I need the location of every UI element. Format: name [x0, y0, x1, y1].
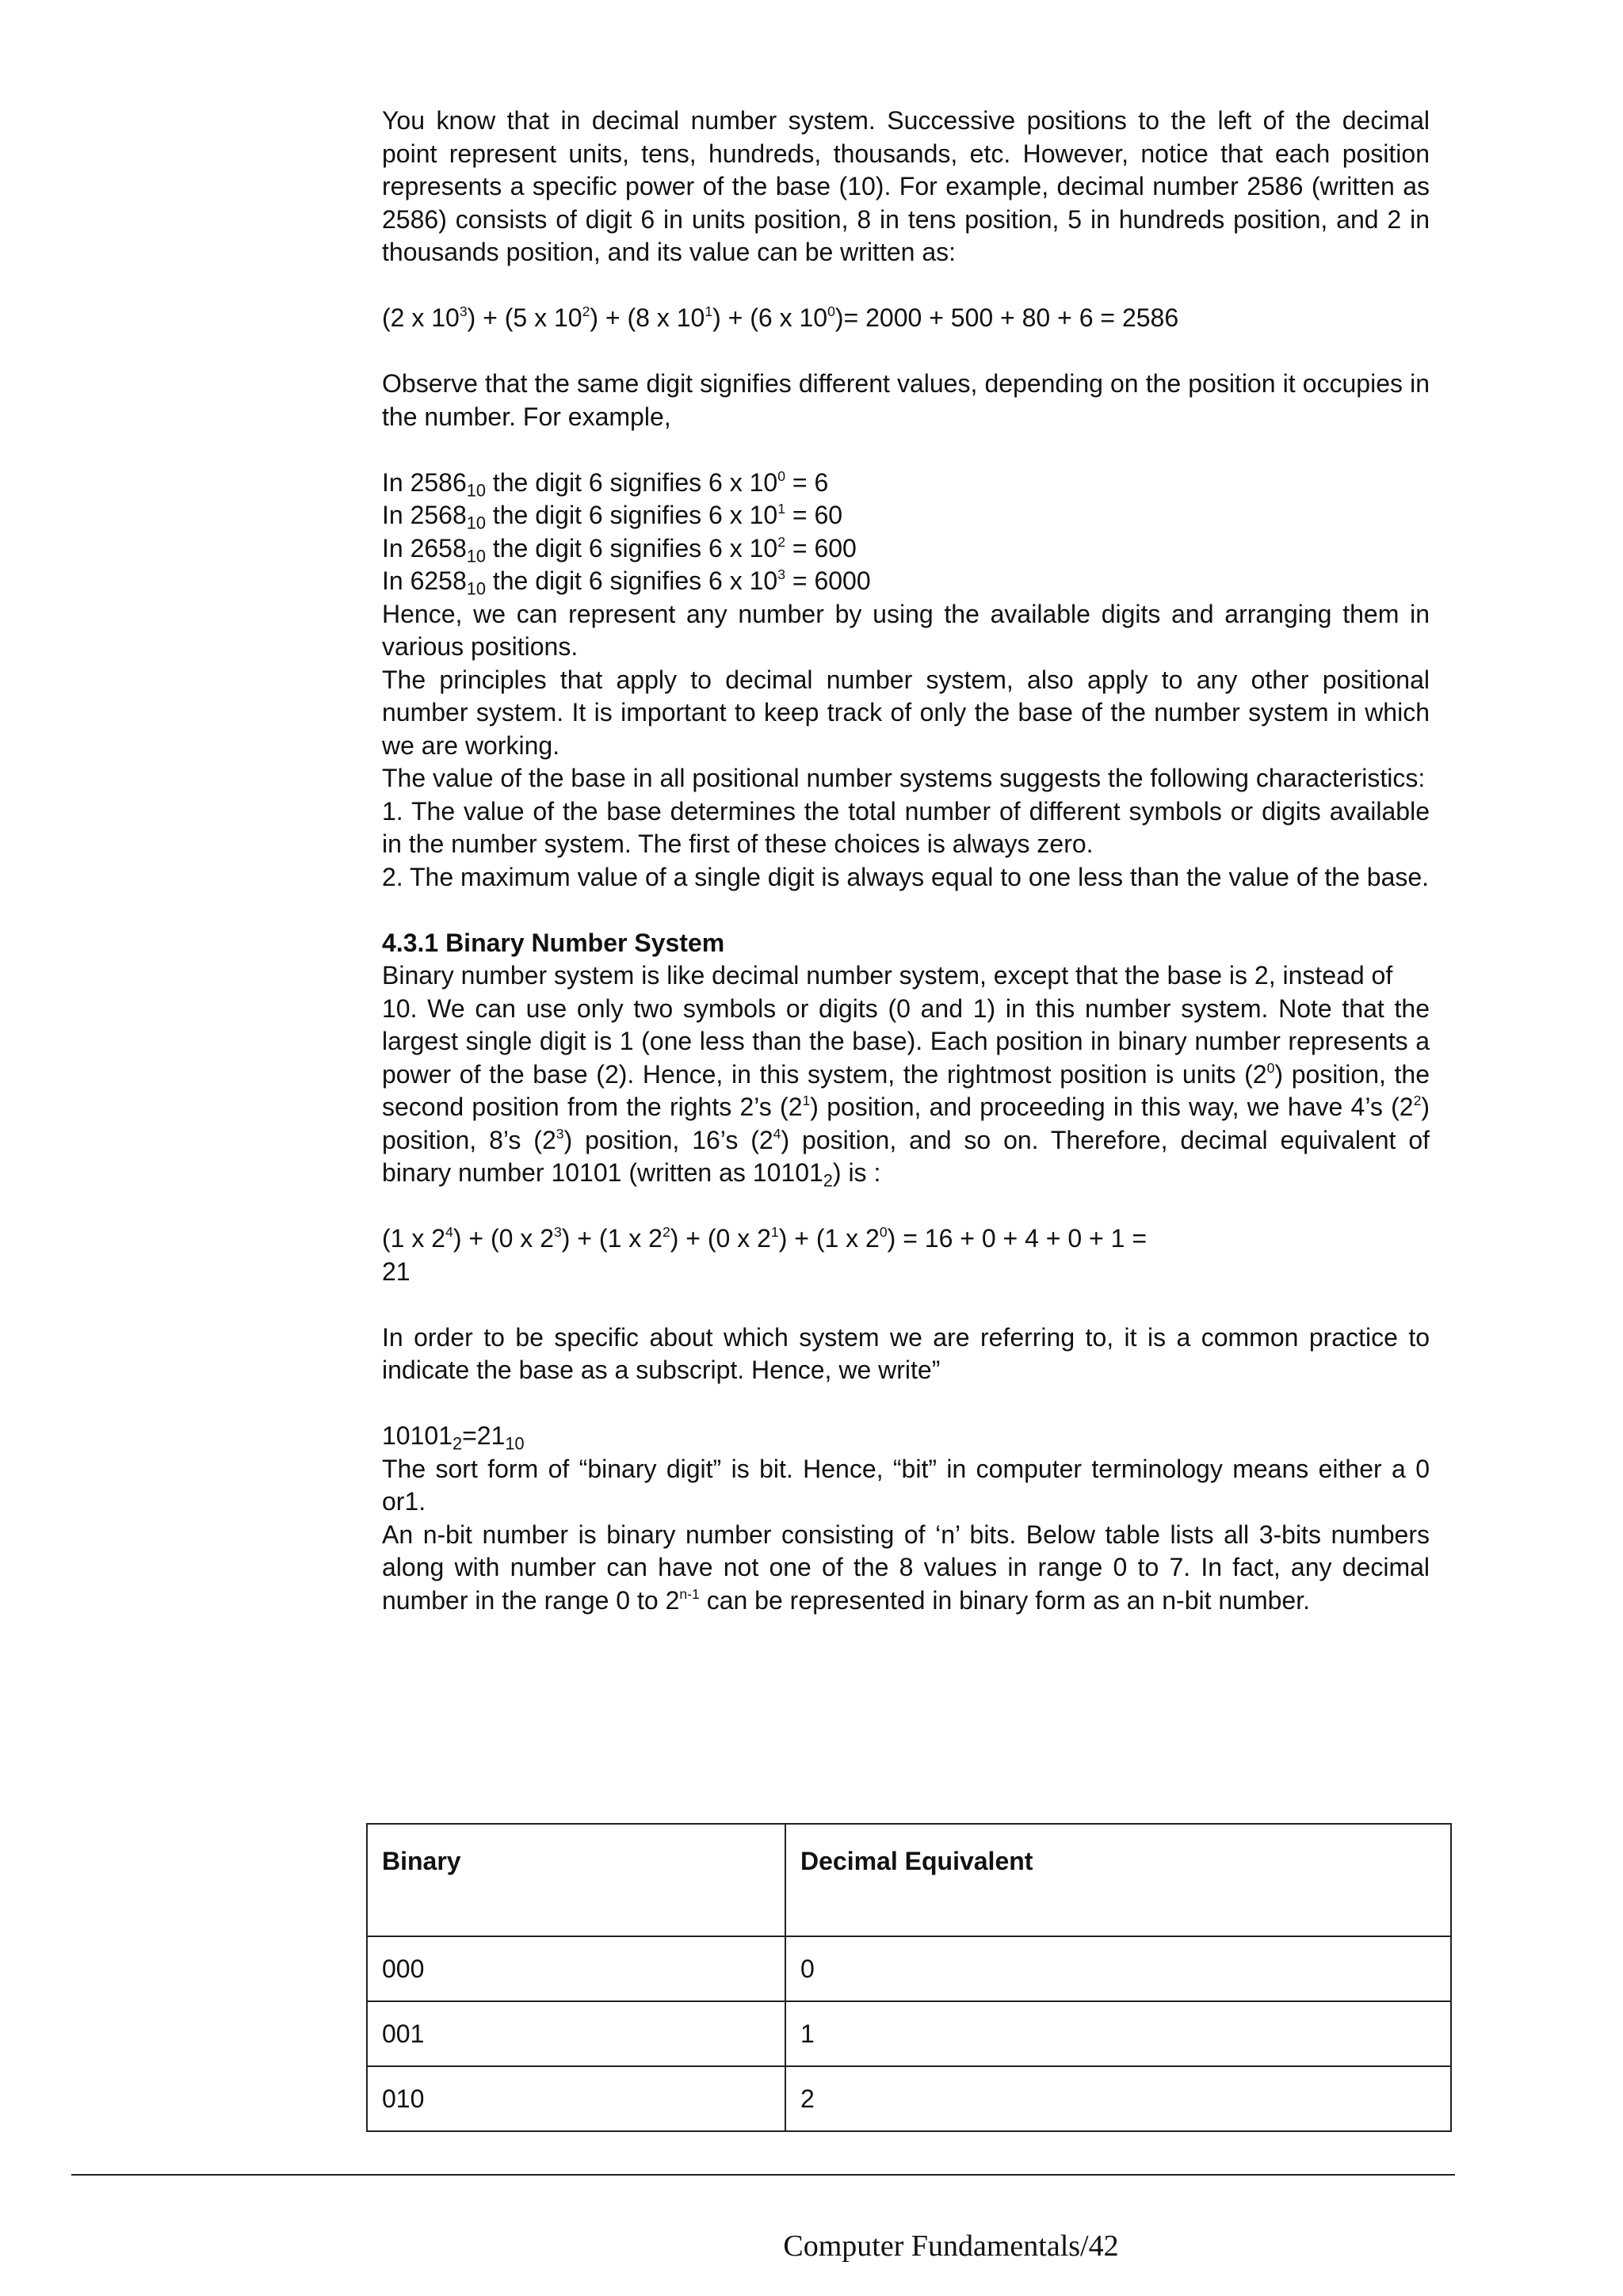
decimal-expansion-equation: (2 x $10^3) + (5$ x $10^2) + (8$ x $10^1) + (6$ x $10^0)= 2000 + 500 + 80 + 6 = 2586$	[382, 303, 1179, 332]
page-footer: Computer Fundamentals/42	[783, 2229, 1119, 2263]
base-notation-equation: $10101_2=21_{10}$	[382, 1421, 525, 1454]
binary-paragraph-2: 10. We can use only two symbols or digits (0 and 1) in this number system. Note that the largest single digit is 1 (one less than the base). Each position in binary number represents a power of the base (2). Hence, in this system, the rightmost position is units $(2^0)$ position, the second position from the rights 2’s $(2^1)$ position, and proceeding in this way, we have 4’s $(2^2)$ position, 8’s $(2^3)$ position, 16’s $(2^4)$ position, and so on. Therefore, decimal equivalent of binary number 10101 (written as $10101_2$) is :	[382, 994, 1430, 1191]
example-line: In $6258_{10}$ the digit 6 signifies 6 x $10^3 = 6000$	[382, 566, 871, 599]
intro-paragraph-2: Observe that the same digit signifies different values, depending on the position it occupies in the number. For example,	[382, 369, 1430, 431]
table-header-decimal: Decimal Equivalent	[785, 1824, 1451, 1936]
example-line: In $2568_{10}$ the digit 6 signifies 6 x $10^1 = 60$	[382, 500, 843, 533]
table-cell: 0	[785, 1936, 1451, 2001]
paragraph-principles: The principles that apply to decimal number system, also apply to any other positional number system. It is important to keep track of only the base of the number system in which we are working.	[382, 665, 1430, 760]
intro-paragraph-1: You know that in decimal number system. Successive positions to the left of the decimal point represent units, tens, hundreds, thousands, etc. However, notice that each position represents a specific power of the base (10). For example, decimal number 2586 (written as 2586) consists of digit 6 in units position, 8 in tens position, 5 in hundreds position, and 2 in thousands position, and its value can be written as:	[382, 106, 1430, 266]
table-cell: 010	[367, 2066, 785, 2131]
footer-divider	[71, 2174, 1455, 2176]
table-row	[367, 2001, 1451, 2066]
table-cell: 1	[785, 2001, 1451, 2066]
table-row	[367, 2066, 1451, 2131]
page-body	[382, 105, 1430, 1617]
table-cell: 000	[367, 1936, 785, 2001]
binary-expansion-equation: (1 x $2^4) + (0$ x $2^3) + (1$ x $2^2) + (0$ x $2^1) + (1$ x $2^0) = 16 + 0 + 4 + 0 + 1$ = 21	[382, 1223, 1147, 1286]
binary-paragraph-3: In order to be specific about which system we are referring to, it is a common practice to indicate the base as a subscript. Hence, we write”	[382, 1322, 1430, 1384]
table-cell: 2	[785, 2066, 1451, 2131]
paragraph-characteristics: The value of the base in all positional number systems suggests the following characteristics:	[382, 764, 1426, 792]
binary-paragraph-5: An n-bit number is binary number consisting of ‘n’ bits. Below table lists all 3-bits numbers along with number can have not one of the 8 values in range 0 to 7. In fact, any decimal number in the range 0 to 2$^{n-1}$ can be represented in binary form as an n-bit number.	[382, 1520, 1430, 1615]
binary-decimal-table	[366, 1823, 1452, 2132]
section-heading: 4.3.1 Binary Number System	[382, 928, 725, 957]
table-cell: 001	[367, 2001, 785, 2066]
table-header-row	[367, 1824, 1451, 1936]
list-item-1: 1. The value of the base determines the total number of different symbols or digits available in the number system. The first of these choices is always zero.	[382, 796, 1430, 858]
list-item-2: 2. The maximum value of a single digit is always equal to one less than the value of the base.	[382, 862, 1430, 891]
example-line: In $2658_{10}$ the digit 6 signifies 6 x $10^2 = 600$	[382, 533, 857, 566]
paragraph-hence: Hence, we can represent any number by using the available digits and arranging them in various positions.	[382, 599, 1430, 661]
binary-paragraph-4: The sort form of “binary digit” is bit. Hence, “bit” in computer terminology means either a 0 or1.	[382, 1454, 1430, 1516]
example-line: In $2586_{10}$ the digit 6 signifies 6 x $10^0 = 6$	[382, 467, 829, 501]
table-row	[367, 1936, 1451, 2001]
table-header-binary: Binary	[367, 1824, 785, 1936]
binary-paragraph-1: Binary number system is like decimal number system, except that the base is 2, instead of	[382, 961, 1393, 990]
